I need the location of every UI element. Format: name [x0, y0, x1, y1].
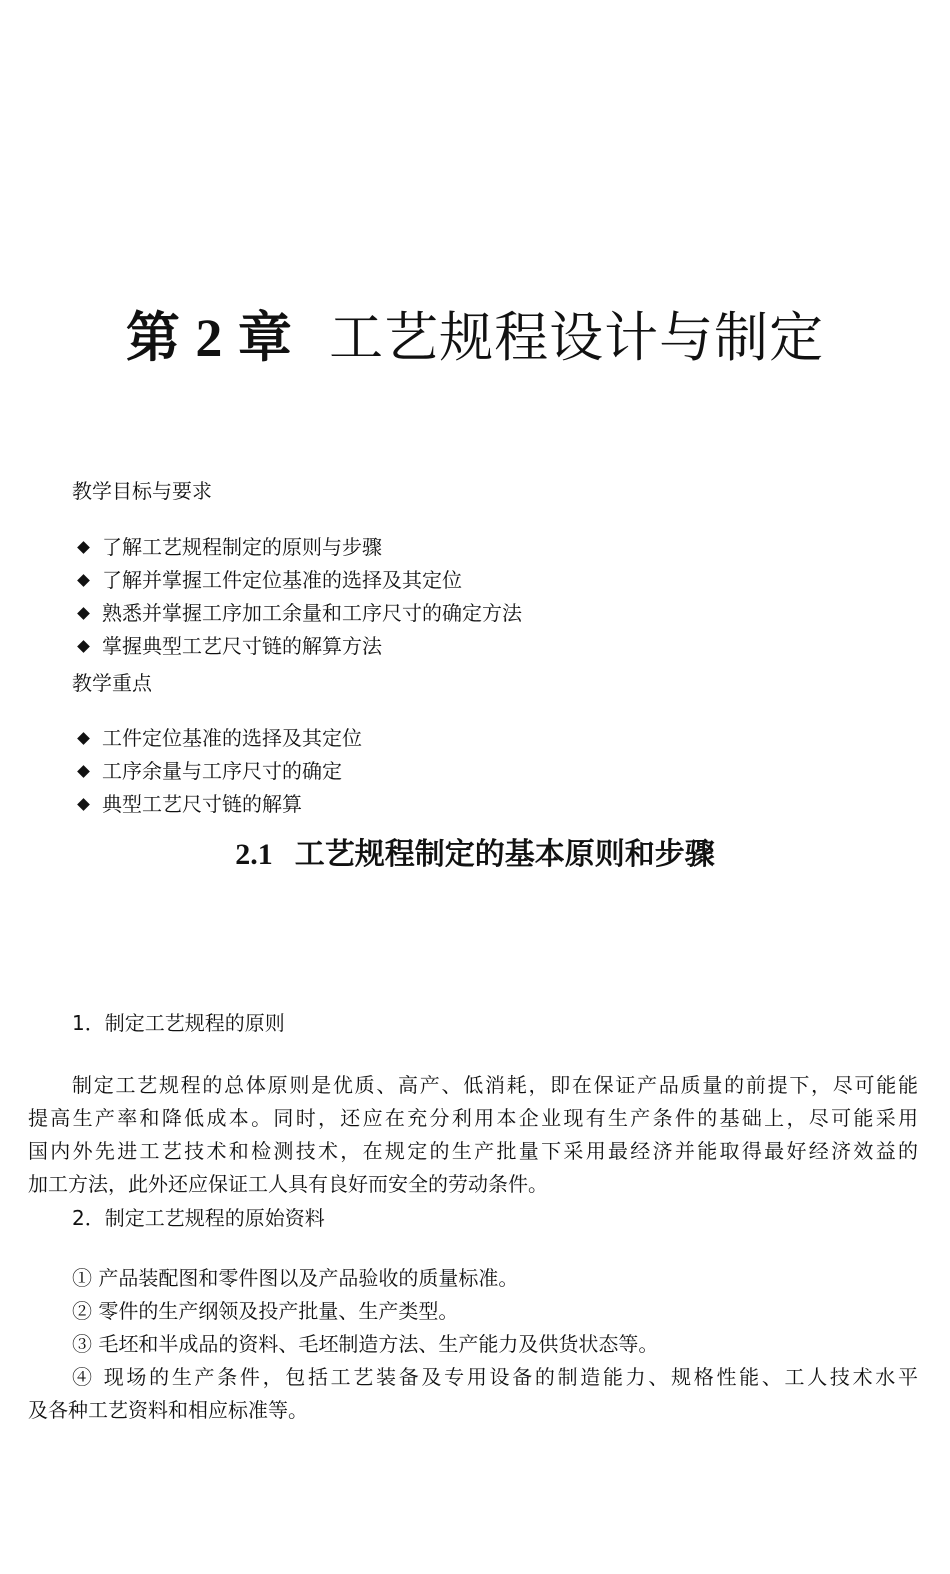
list-item: 工序余量与工序尺寸的确定	[76, 755, 362, 788]
goals-list	[76, 531, 522, 663]
chapter-title	[0, 300, 950, 376]
list-item: ② 零件的生产纲领及投产批量、生产类型。	[72, 1299, 459, 1323]
list-item: 典型工艺尺寸链的解算	[76, 788, 362, 821]
subsection-2-list	[28, 1262, 918, 1427]
diamond-bullet-icon	[77, 541, 90, 554]
paragraph-line: 国内外先进工艺技术和检测技术，在规定的生产批量下采用最经济并能取得最好经济效益的	[28, 1139, 918, 1163]
section-title	[0, 834, 950, 876]
focus-heading: 教学重点	[72, 671, 152, 695]
paragraph-line: 制定工艺规程的总体原则是优质、高产、低消耗，即在保证产品质量的前提下，尽可能能	[72, 1073, 918, 1097]
section-number: 2.1	[235, 838, 273, 871]
list-item: ④ 现场的生产条件，包括工艺装备及专用设备的制造能力、规格性能、工人技术水平 及各种工艺资料和相应标准等。	[28, 1365, 918, 1422]
list-item: 了解工艺规程制定的原则与步骤	[76, 531, 522, 564]
diamond-bullet-icon	[77, 607, 90, 620]
diamond-bullet-icon	[77, 765, 90, 778]
chapter-title-text: 工艺规程设计与制定	[329, 306, 825, 369]
diamond-bullet-icon	[77, 732, 90, 745]
paragraph-line: 提高生产率和降低成本。同时，还应在充分利用本企业现有生产条件的基础上，尽可能采用	[28, 1106, 918, 1130]
subsection-1-heading: 1．制定工艺规程的原则	[72, 1011, 285, 1035]
section-title-text: 工艺规程制定的基本原则和步骤	[294, 837, 715, 872]
focus-list	[76, 722, 362, 821]
diamond-bullet-icon	[77, 574, 90, 587]
subsection-2-heading: 2．制定工艺规程的原始资料	[72, 1206, 325, 1230]
paragraph-line: 加工方法，此外还应保证工人具有良好而安全的劳动条件。	[28, 1172, 548, 1196]
list-item: ① 产品装配图和零件图以及产品验收的质量标准。	[72, 1266, 519, 1290]
list-item: 工件定位基准的选择及其定位	[76, 722, 362, 755]
goals-heading: 教学目标与要求	[72, 479, 212, 503]
list-item: 掌握典型工艺尺寸链的解算方法	[76, 630, 522, 663]
chapter-number: 第 2 章	[125, 308, 293, 368]
list-item: ③ 毛坯和半成品的资料、毛坯制造方法、生产能力及供货状态等。	[72, 1332, 659, 1356]
diamond-bullet-icon	[77, 798, 90, 811]
diamond-bullet-icon	[77, 640, 90, 653]
list-item: 熟悉并掌握工序加工余量和工序尺寸的确定方法	[76, 597, 522, 630]
subsection-1-paragraph	[28, 1069, 918, 1201]
list-item: 了解并掌握工件定位基准的选择及其定位	[76, 564, 522, 597]
